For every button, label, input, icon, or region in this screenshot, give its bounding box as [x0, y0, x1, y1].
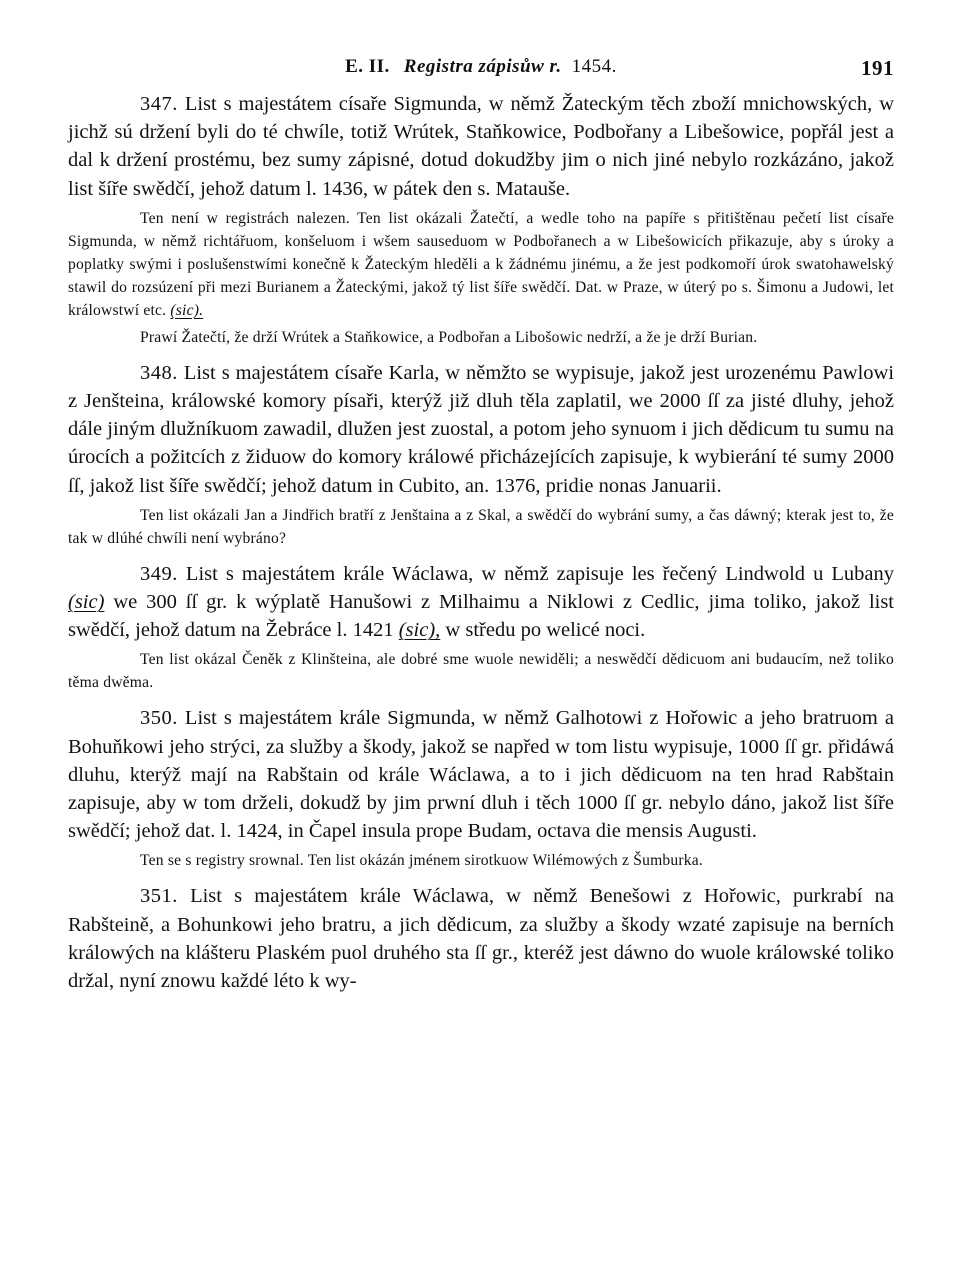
entry-text: [68, 882, 894, 995]
sic-mark: (sic): [68, 591, 105, 614]
entry-body: List s majestátem krále Wáclawa, w němž Benešowi z Hořowic, purkrabí na Rabšteině, a Bohunkowi jeho bratru, a jich dědicum, za služby a škody wzaté zapisuje na berních králowých na klášteru Plaském puol druhého sta ſſ gr., kteréž jest dáwno do wuole králowské toliko držal, nyní znowu každé léto k wy-: [68, 885, 894, 993]
entry-350: [68, 704, 894, 872]
entry-text: [68, 90, 894, 203]
entry-note: [68, 504, 894, 550]
entry-note: [68, 648, 894, 694]
entry-body: List s majestátem císaře Sigmunda, w němž Žateckým těch zboží mnichowských, w jichž sú držení byli do té chwíle, totiž Wrútek, Staňkowice, Podbořany a Libešowice, popřál jest a dal k držení prostému, bez sumy zápisné, dotud dokudžby jim o nich jiné nebylo rozkázáno, jakož list šíře swědčí, jehož datum l. 1436, w pátek den s. Matauše.: [68, 93, 895, 200]
entry-348: [68, 359, 894, 550]
note-text: Prawí Žatečtí, že drží Wrútek a Staňkowice, a Podbořan a Libošowic nedrží, a že je drží Burian.: [140, 328, 758, 346]
sic-mark: (sic).: [170, 301, 204, 319]
page-number: 191: [861, 56, 894, 80]
entry-text: [68, 560, 894, 645]
entry-text: [68, 704, 894, 845]
entry-body: List s majestátem krále Wáclawa, w němž zapisuje les řečený Lindwold u Lubany: [185, 562, 894, 585]
running-header: [68, 56, 894, 90]
entry-body: we 300 ſſ gr. k wýplatě Hanušowi z Milhaimu a Niklowi z Cedlic, jima toliko, jakož list swědčí, jehož datum na Žebráce l. 1421: [68, 591, 895, 642]
entry-349: [68, 560, 894, 695]
entry-text: [68, 359, 894, 500]
entry-351: [68, 882, 894, 995]
entry-number: 347.: [140, 93, 178, 115]
entry-body: List s majestátem císaře Karla, w němžto se wypisuje, jakož jest urozenému Pawlowi z Jenšteina, králowské komory písaři, kterýž již dluh těla zaplatil, we 2000 ſſ za jisté dluhy, jehož dále jiným dlužníkuom zawadil, dlužen jest zuostal, a potom jeho synuom i jich dědicum tu sumu na úrocích a požitcích z židuow do komory králowé přicházejících zapisuje, k wybierání té sumy 2000 ſſ, jakož list šíře swědčí; jehož datum in Cubito, an. 1376, pridie nonas Januarii.: [68, 361, 895, 497]
entry-note: [68, 326, 894, 349]
running-year: 1454.: [571, 56, 617, 77]
section-label: E. II.: [345, 56, 390, 77]
entry-number: 351.: [140, 885, 178, 908]
entry-note: [68, 207, 894, 322]
note-text: Ten se s registry srownal. Ten list okázán jménem sirotkuow Wilémowých z Šumburka.: [140, 852, 704, 870]
note-text: Ten není w registrách nalezen. Ten list okázali Žatečtí, a wedle toho na papíře s přitištěnau pečetí list císaře Sigmunda, w němž richtářuom, konšeluom i wšem sauseduom w Podbořanech a w Libešowicích přikazuje, aby s úroky a poplatky swými i poslušenstwími konečně k Žateckým hleděli a k žádnému jinému, a že jest podkomoří úrok swatohawelský stawil do rozsúzení při mezi Burianem a Žateckými, jakož tý list šíře swědčí. Dat. w Praze, w úterý po s. Šimonu a Judowi, let králowstwí etc.: [68, 209, 894, 319]
document-page: [68, 56, 894, 995]
entry-number: 348.: [140, 361, 178, 384]
entry-number: 349.: [140, 562, 178, 585]
note-text: Ten list okázal Čeněk z Klinšteina, ale dobré sme wuole newiděli; a neswědčí dědicuom ani budaucím, než toliko těma dwěma.: [68, 651, 894, 692]
sic-mark: (sic),: [398, 619, 441, 642]
entry-347: [68, 90, 894, 349]
entry-body: w středu po welicé noci.: [445, 619, 646, 642]
entry-number: 350.: [140, 707, 178, 730]
note-text: Ten list okázali Jan a Jindřich bratří z Jenštaina a z Skal, a swědčí do wybrání sumy, a čas dáwný; kterak jest to, že tak w dlúhé chwíli není wybráno?: [68, 506, 894, 547]
running-title: Registra zápisůw r.: [403, 56, 562, 77]
entry-body: List s majestátem krále Sigmunda, w němž Galhotowi z Hořowic a jeho bratruom a Bohuňkowi jeho strýci, za služby a škody, jakož se napřed w tom listu wypisuje, 1000 ſſ gr. přidáwá dluhu, kterýž mají na Rabštain od krále Wáclawa, a to i jich dědicuom na ten hrad Rabštain zapisuje, aby w tom drželi, dokudž by jim prwní dluh i těch 1000 ſſ gr. nebylo dáno, jakož list šíře swědčí; jehož dat. l. 1424, in Čapel insula prope Budam, octava die mensis Augusti.: [68, 707, 895, 843]
entry-note: [68, 849, 894, 872]
